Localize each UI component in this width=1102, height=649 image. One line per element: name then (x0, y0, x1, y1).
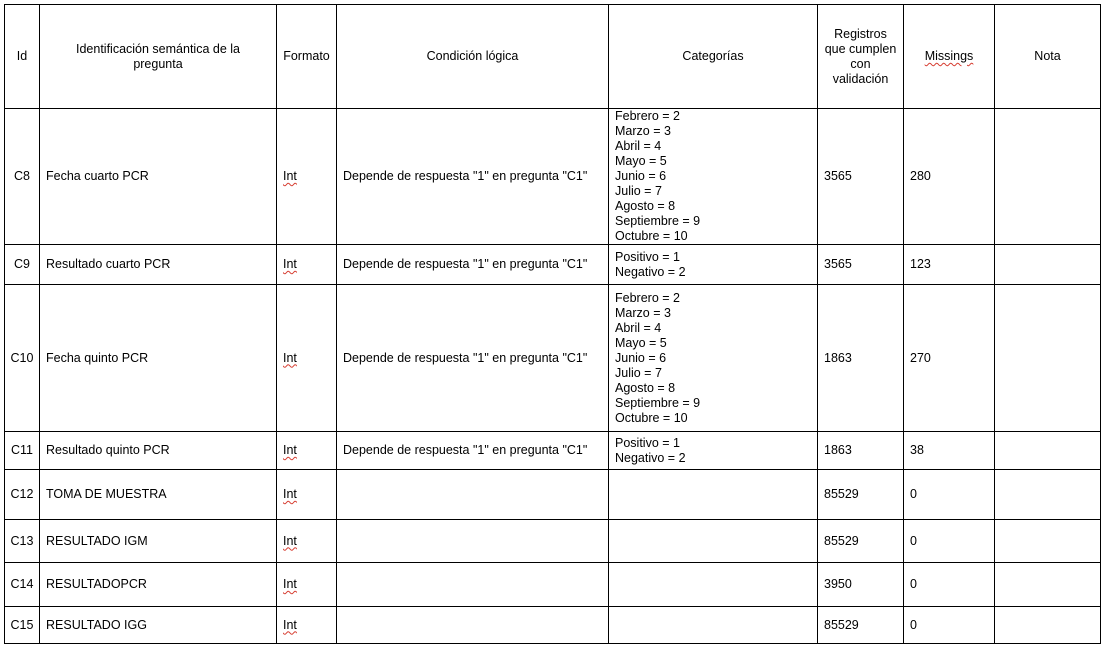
cell-note (995, 607, 1101, 644)
cell-note (995, 520, 1101, 563)
col-header-note: Nota (995, 5, 1101, 109)
cell-format (277, 432, 337, 470)
cell-note (995, 285, 1101, 432)
cell-id: C11 (5, 432, 40, 470)
cell-missings: 270 (904, 285, 995, 432)
category-item: Marzo = 3 (615, 305, 671, 320)
table-row (5, 285, 1101, 432)
table-body (5, 109, 1101, 644)
category-item: Octubre = 10 (615, 410, 688, 425)
cell-condition (337, 607, 609, 644)
col-header-question: Identificación semántica de la pregunta (40, 5, 277, 109)
category-item: Positivo = 1 (615, 435, 680, 450)
cell-format (277, 520, 337, 563)
cell-categories (609, 470, 818, 520)
cell-id: C12 (5, 470, 40, 520)
format-value: Int (283, 617, 297, 632)
cell-condition: Depende de respuesta "1" en pregunta "C1" (337, 432, 609, 470)
cell-categories (609, 432, 818, 470)
cell-question: Fecha cuarto PCR (40, 109, 277, 245)
format-value: Int (283, 533, 297, 548)
cell-condition: Depende de respuesta "1" en pregunta "C1" (337, 245, 609, 285)
category-item: Junio = 6 (615, 169, 667, 183)
cell-valid: 85529 (818, 470, 904, 520)
category-item: Abril = 4 (615, 139, 662, 153)
cell-categories (609, 285, 818, 432)
cell-missings: 123 (904, 245, 995, 285)
format-value: Int (283, 443, 297, 457)
cell-id: C13 (5, 520, 40, 563)
category-item: Agosto = 8 (615, 199, 676, 213)
category-item: Septiembre = 9 (615, 395, 701, 410)
category-item: Negativo = 2 (615, 264, 686, 279)
col-header-condition: Condición lógica (337, 5, 609, 109)
col-header-id: Id (5, 5, 40, 109)
format-value: Int (283, 257, 297, 271)
cell-valid: 1863 (818, 285, 904, 432)
format-value: Int (283, 487, 297, 501)
cell-categories (609, 563, 818, 607)
cell-question: TOMA DE MUESTRA (40, 470, 277, 520)
category-list (615, 291, 811, 426)
col-header-format: Formato (277, 5, 337, 109)
col-header-missings (904, 5, 995, 109)
cell-id: C9 (5, 245, 40, 285)
cell-question: Fecha quinto PCR (40, 285, 277, 432)
cell-id: C10 (5, 285, 40, 432)
category-item: Octubre = 10 (615, 229, 688, 243)
table-row (5, 245, 1101, 285)
cell-question: RESULTADOPCR (40, 563, 277, 607)
category-item: Septiembre = 9 (615, 214, 701, 228)
category-item: Febrero = 2 (615, 109, 680, 123)
category-item: Mayo = 5 (615, 154, 667, 168)
cell-condition (337, 563, 609, 607)
header-row (5, 5, 1101, 109)
cell-question: Resultado cuarto PCR (40, 245, 277, 285)
table-row (5, 520, 1101, 563)
cell-missings: 0 (904, 563, 995, 607)
cell-missings: 38 (904, 432, 995, 470)
category-item: Julio = 7 (615, 365, 662, 380)
format-value: Int (283, 577, 297, 591)
cell-missings: 0 (904, 470, 995, 520)
format-value: Int (283, 350, 297, 365)
cell-note (995, 432, 1101, 470)
cell-format (277, 109, 337, 245)
cell-condition: Depende de respuesta "1" en pregunta "C1" (337, 109, 609, 245)
cell-missings: 280 (904, 109, 995, 245)
cell-format (277, 245, 337, 285)
cell-format (277, 285, 337, 432)
format-value: Int (283, 169, 297, 183)
col-header-categories: Categorías (609, 5, 818, 109)
cell-format (277, 470, 337, 520)
table-row (5, 109, 1101, 245)
category-item: Negativo = 2 (615, 450, 686, 465)
category-item: Mayo = 5 (615, 335, 667, 350)
category-item: Agosto = 8 (615, 380, 676, 395)
category-item: Marzo = 3 (615, 124, 671, 138)
cell-missings: 0 (904, 520, 995, 563)
cell-id: C14 (5, 563, 40, 607)
cell-id: C15 (5, 607, 40, 644)
cell-condition (337, 470, 609, 520)
cell-categories (609, 607, 818, 644)
cell-format (277, 607, 337, 644)
category-item: Junio = 6 (615, 350, 667, 365)
cell-condition (337, 520, 609, 563)
table-row (5, 432, 1101, 470)
category-list (615, 250, 811, 280)
col-header-missings-text: Missings (924, 49, 974, 63)
cell-question: RESULTADO IGM (40, 520, 277, 563)
category-item: Febrero = 2 (615, 290, 680, 305)
cell-note (995, 563, 1101, 607)
category-item: Julio = 7 (615, 184, 662, 198)
cell-categories (609, 109, 818, 245)
cell-note (995, 470, 1101, 520)
cell-question: Resultado quinto PCR (40, 432, 277, 470)
cell-question: RESULTADO IGG (40, 607, 277, 644)
category-list (615, 109, 811, 244)
table-row (5, 563, 1101, 607)
cell-categories (609, 520, 818, 563)
variable-table (4, 4, 1101, 644)
cell-valid: 3565 (818, 109, 904, 245)
cell-missings: 0 (904, 607, 995, 644)
category-item: Abril = 4 (615, 320, 662, 335)
cell-valid: 3950 (818, 563, 904, 607)
cell-format (277, 563, 337, 607)
col-header-valid: Registros que cumplen con validación (818, 5, 904, 109)
category-list (615, 436, 811, 466)
cell-condition: Depende de respuesta "1" en pregunta "C1" (337, 285, 609, 432)
table-row (5, 470, 1101, 520)
cell-id: C8 (5, 109, 40, 245)
cell-valid: 85529 (818, 607, 904, 644)
cell-valid: 3565 (818, 245, 904, 285)
cell-note (995, 109, 1101, 245)
cell-categories (609, 245, 818, 285)
category-item: Positivo = 1 (615, 249, 680, 264)
table-row (5, 607, 1101, 644)
cell-valid: 85529 (818, 520, 904, 563)
cell-note (995, 245, 1101, 285)
cell-valid: 1863 (818, 432, 904, 470)
